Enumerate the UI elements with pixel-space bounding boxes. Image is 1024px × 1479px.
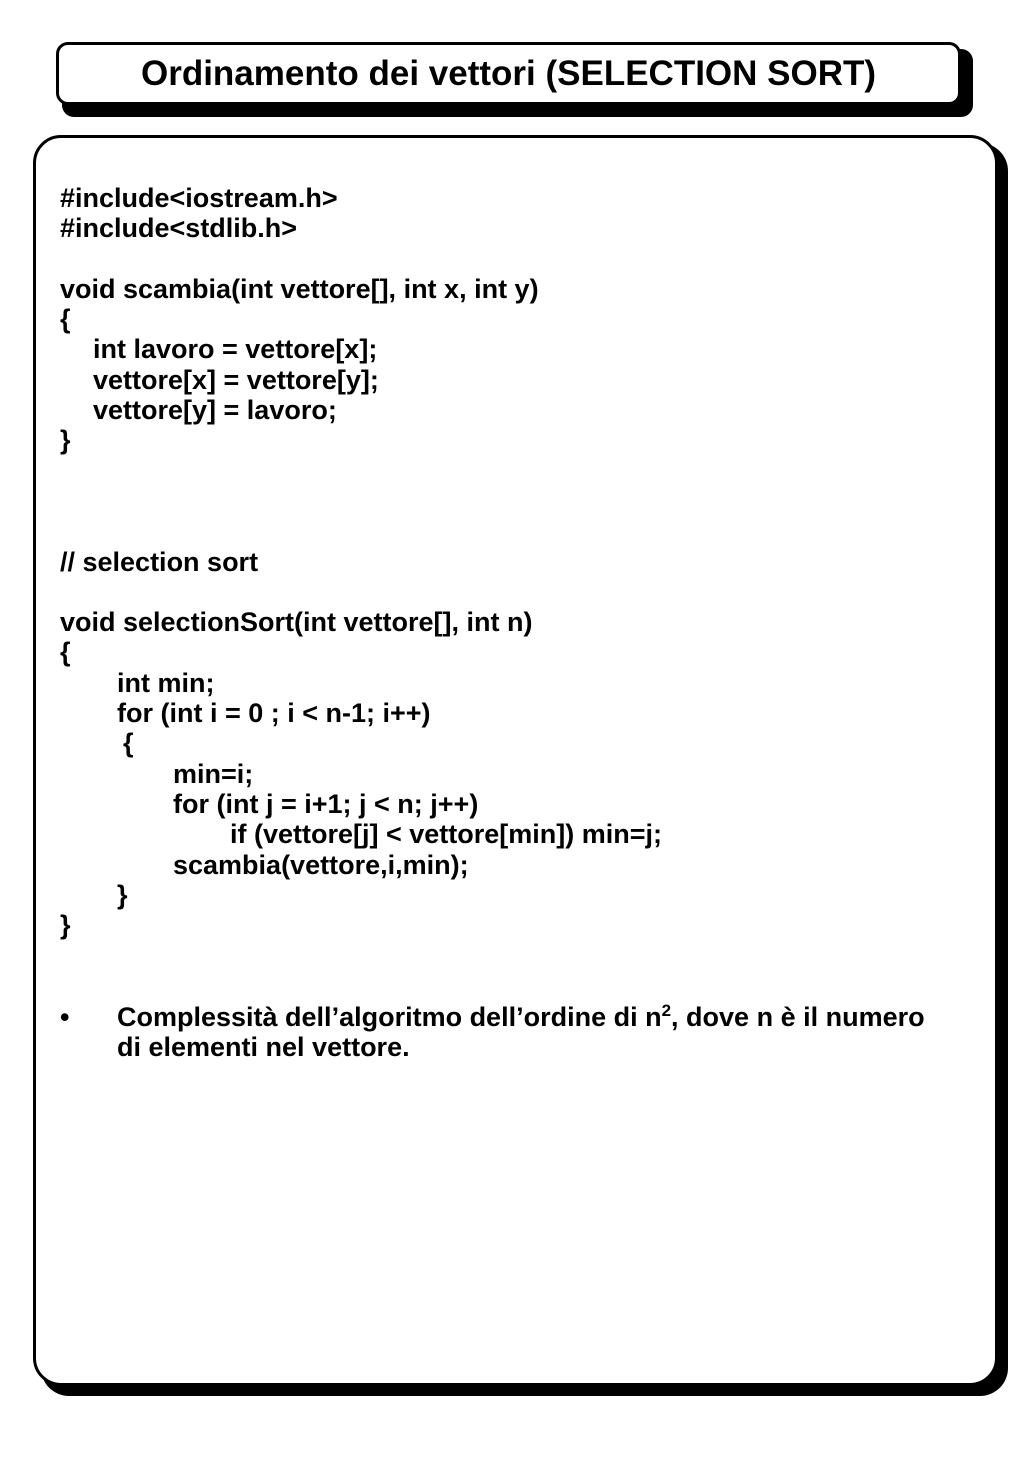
code-line: int lavoro = vettore[x]; (93, 334, 378, 365)
code-line: #include<stdlib.h> (60, 213, 298, 244)
blank-line (60, 244, 662, 274)
bullet-point: • (60, 1002, 70, 1032)
code-line: { (60, 637, 71, 668)
complexity-text (117, 1002, 940, 1063)
code-line: scambia(vettore,i,min); (173, 849, 469, 880)
code-comment: // selection sort (60, 546, 259, 577)
complexity-note (60, 1002, 940, 1063)
blank-line (60, 516, 662, 546)
code-line: } (60, 425, 71, 456)
code-line: void selectionSort(int vettore[], int n) (60, 607, 533, 638)
blank-line (60, 456, 662, 486)
blank-line (60, 577, 662, 607)
code-line: min=i; (173, 758, 254, 789)
code-line: { (123, 728, 134, 759)
complexity-text-end: , dove n è il numero di elementi nel vettore. (117, 1002, 925, 1063)
exponent-superscript: 2 (661, 1001, 672, 1020)
code-line: #include<iostream.h> (60, 183, 338, 213)
title-box (56, 42, 961, 105)
complexity-text-start: Complessità dell’algoritmo dell’ordine di n (117, 1002, 662, 1032)
code-line: for (int i = 0 ; i < n-1; i++) (117, 698, 431, 729)
code-line: vettore[x] = vettore[y]; (93, 364, 379, 395)
code-line: { (60, 304, 71, 335)
code-line: } (60, 910, 71, 941)
code-line: for (int j = i+1; j < n; j++) (173, 788, 479, 819)
blank-line (60, 486, 662, 516)
slide-title: Ordinamento dei vettori (SELECTION SORT) (140, 53, 877, 93)
code-line: void scambia(int vettore[], int x, int y) (60, 273, 539, 304)
code-line: int min; (117, 667, 215, 698)
code-line: } (117, 879, 128, 910)
code-line: vettore[y] = lavoro; (93, 395, 337, 426)
code-line: if (vettore[j] < vettore[min]) min=j; (230, 819, 663, 850)
code-listing (60, 183, 662, 940)
